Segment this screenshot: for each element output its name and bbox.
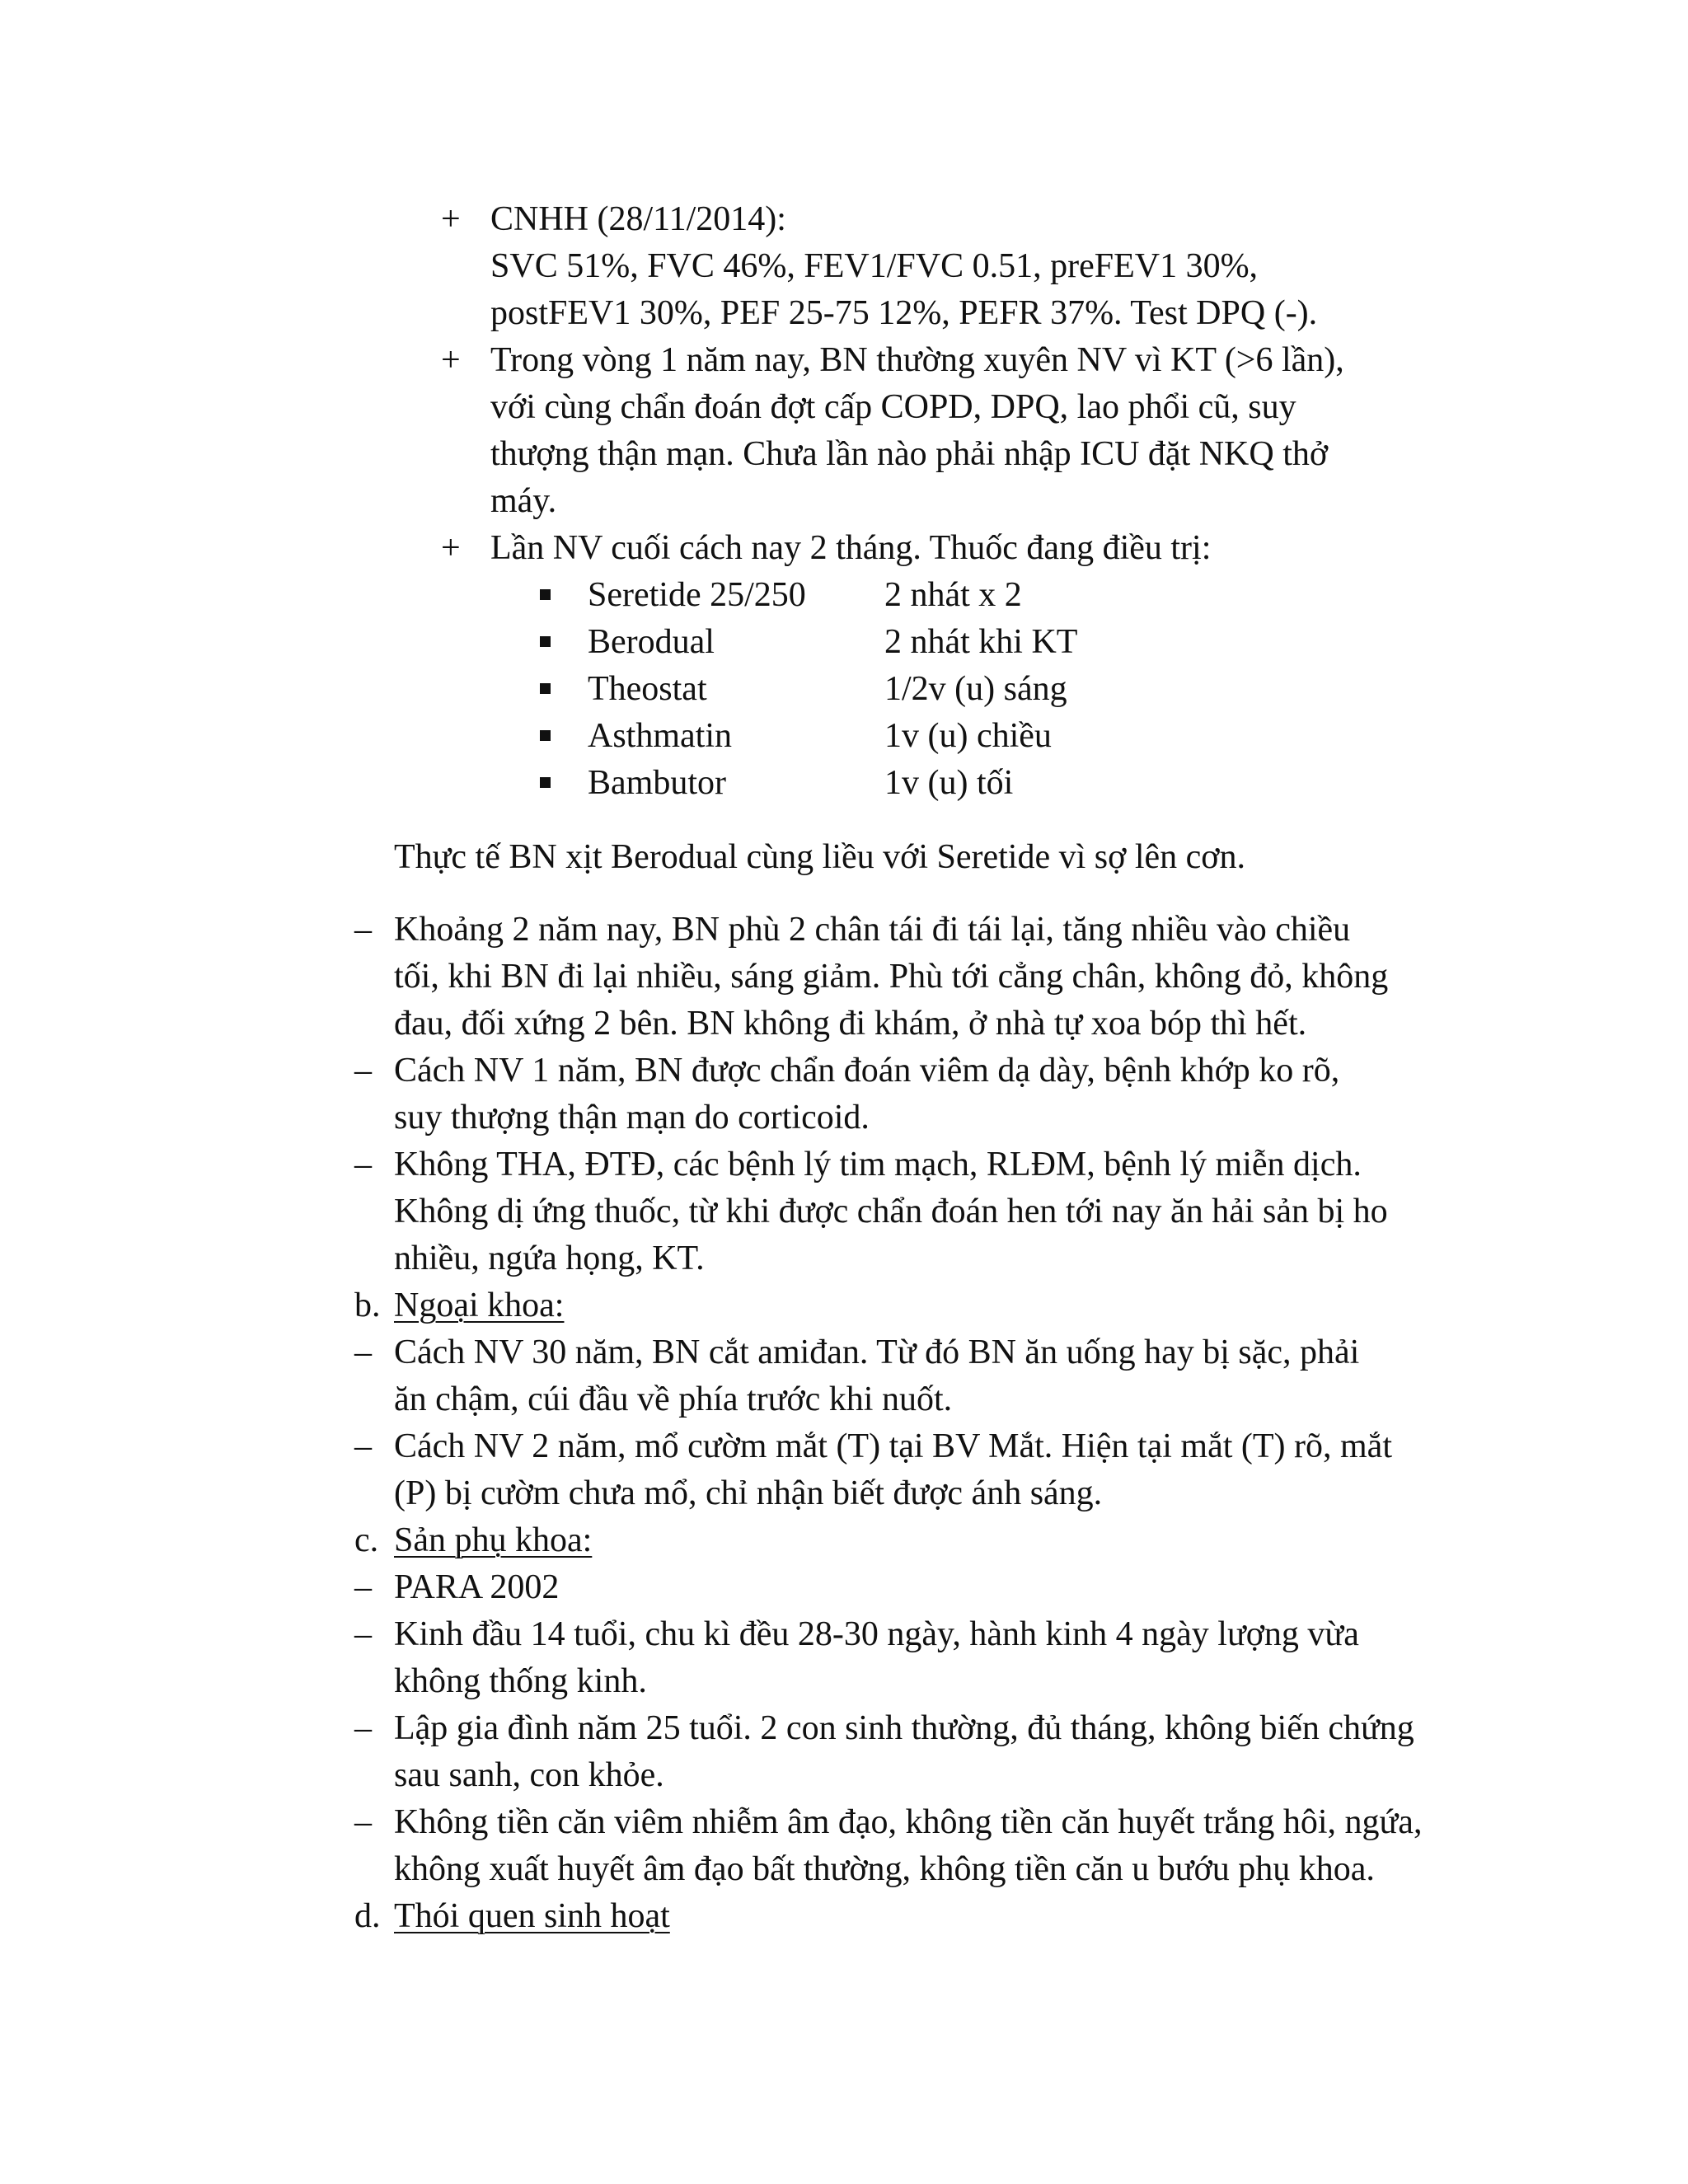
text-line: máy. xyxy=(490,482,557,520)
square-bullet-icon xyxy=(540,683,551,694)
square-bullet-icon xyxy=(540,589,551,600)
square-bullet-icon xyxy=(540,636,551,647)
heading-title: Thói quen sinh hoạt xyxy=(394,1897,670,1935)
dash-list-item xyxy=(354,1564,1558,1611)
text-line: thượng thận mạn. Chưa lần nào phải nhập ICU đặt NKQ thở xyxy=(490,435,1329,473)
dash-list-item xyxy=(354,1705,1558,1799)
dash-bullet: – xyxy=(354,911,372,949)
history-plus-section xyxy=(441,196,1529,807)
text-line: postFEV1 30%, PEF 25-75 12%, PEFR 37%. Test DPQ (-). xyxy=(490,294,1318,332)
plus-list-item xyxy=(441,337,1529,525)
section-heading xyxy=(354,1282,1558,1329)
dash-list-item xyxy=(354,1611,1558,1705)
plus-bullet: + xyxy=(441,341,461,379)
text-line: Trong vòng 1 năm nay, BN thường xuyên NV vì KT (>6 lần), xyxy=(490,341,1344,379)
text-line: Không THA, ĐTĐ, các bệnh lý tim mạch, RLĐM, bệnh lý miễn dịch. xyxy=(394,1146,1362,1183)
history-main-section xyxy=(354,907,1558,1940)
text-line: Không tiền căn viêm nhiễm âm đạo, không tiền căn huyết trắng hôi, ngứa, xyxy=(394,1803,1423,1841)
heading-label: d. xyxy=(354,1897,381,1935)
text-line: PARA 2002 xyxy=(394,1568,560,1606)
dash-bullet: – xyxy=(354,1709,372,1747)
medication-name: Asthmatin xyxy=(588,717,732,755)
dash-bullet: – xyxy=(354,1052,372,1090)
medication-dose: 2 nhát khi KT xyxy=(884,623,1078,661)
dash-list-item xyxy=(354,907,1558,1047)
text-line: không xuất huyết âm đạo bất thường, không tiền căn u bướu phụ khoa. xyxy=(394,1850,1375,1888)
heading-title: Ngoại khoa: xyxy=(394,1286,565,1324)
medication-row xyxy=(540,713,1529,760)
dash-bullet: – xyxy=(354,1803,372,1841)
text-line: CNHH (28/11/2014): xyxy=(490,200,786,238)
medication-row xyxy=(540,760,1529,807)
text-line: (P) bị cườm chưa mổ, chỉ nhận biết được ánh sáng. xyxy=(394,1474,1103,1512)
medication-list xyxy=(540,572,1529,807)
text-line: Cách NV 30 năm, BN cắt amiđan. Từ đó BN ăn uống hay bị sặc, phải xyxy=(394,1333,1360,1371)
heading-title: Sản phụ khoa: xyxy=(394,1521,593,1559)
medication-dose: 1/2v (u) sáng xyxy=(884,670,1067,708)
text-line: ăn chậm, cúi đầu về phía trước khi nuốt. xyxy=(394,1380,953,1418)
dash-bullet: – xyxy=(354,1333,372,1371)
medication-name: Berodual xyxy=(588,623,715,661)
dash-list-item xyxy=(354,1799,1558,1893)
heading-label: b. xyxy=(354,1286,381,1324)
text-line: Khoảng 2 năm nay, BN phù 2 chân tái đi tái lại, tăng nhiều vào chiều xyxy=(394,911,1351,949)
text-line: Lần NV cuối cách nay 2 tháng. Thuốc đang điều trị: xyxy=(490,529,1212,567)
heading-label: c. xyxy=(354,1521,379,1559)
square-bullet-icon xyxy=(540,777,551,788)
medication-dose: 2 nhát x 2 xyxy=(884,576,1022,614)
text-line: nhiều, ngứa họng, KT. xyxy=(394,1240,705,1277)
section-heading xyxy=(354,1893,1558,1940)
text-line: Lập gia đình năm 25 tuổi. 2 con sinh thường, đủ tháng, không biến chứng xyxy=(394,1709,1414,1747)
text-line: Cách NV 2 năm, mổ cườm mắt (T) tại BV Mắt. Hiện tại mắt (T) rõ, mắt xyxy=(394,1427,1392,1465)
dash-bullet: – xyxy=(354,1615,372,1653)
plus-bullet: + xyxy=(441,200,461,238)
medication-dose: 1v (u) tối xyxy=(884,764,1014,802)
dash-list-item xyxy=(354,1047,1558,1141)
text-line: không thống kinh. xyxy=(394,1662,647,1700)
medication-name: Seretide 25/250 xyxy=(588,576,806,614)
square-bullet-icon xyxy=(540,730,551,741)
text-line: suy thượng thận mạn do corticoid. xyxy=(394,1099,870,1137)
medication-note: Thực tế BN xịt Berodual cùng liều với Seretide vì sợ lên cơn. xyxy=(394,838,1245,876)
medication-name: Bambutor xyxy=(588,764,726,802)
dash-list-item xyxy=(354,1423,1558,1517)
plus-list-item xyxy=(441,196,1529,337)
medication-name: Theostat xyxy=(588,670,707,708)
dash-bullet: – xyxy=(354,1146,372,1183)
plus-list-item xyxy=(441,525,1529,572)
text-line: Không dị ứng thuốc, từ khi được chẩn đoán hen tới nay ăn hải sản bị ho xyxy=(394,1193,1388,1230)
section-heading xyxy=(354,1517,1558,1564)
dash-bullet: – xyxy=(354,1427,372,1465)
text-line: với cùng chẩn đoán đợt cấp COPD, DPQ, lao phổi cũ, suy xyxy=(490,388,1296,426)
text-line: tối, khi BN đi lại nhiều, sáng giảm. Phù tới cẳng chân, không đỏ, không xyxy=(394,958,1389,996)
dash-list-item xyxy=(354,1329,1558,1423)
text-line: đau, đối xứng 2 bên. BN không đi khám, ở nhà tự xoa bóp thì hết. xyxy=(394,1005,1307,1043)
plus-bullet: + xyxy=(441,529,461,567)
text-line: sau sanh, con khỏe. xyxy=(394,1756,664,1794)
medication-row xyxy=(540,666,1529,713)
dash-bullet: – xyxy=(354,1568,372,1606)
medication-dose: 1v (u) chiều xyxy=(884,717,1052,755)
medication-row xyxy=(540,619,1529,666)
text-line: Cách NV 1 năm, BN được chẩn đoán viêm dạ dày, bệnh khớp ko rõ, xyxy=(394,1052,1340,1090)
medication-row xyxy=(540,572,1529,619)
dash-list-item xyxy=(354,1141,1558,1282)
text-line: SVC 51%, FVC 46%, FEV1/FVC 0.51, preFEV1 30%, xyxy=(490,247,1259,285)
text-line: Kinh đầu 14 tuổi, chu kì đều 28-30 ngày, hành kinh 4 ngày lượng vừa xyxy=(394,1615,1359,1653)
